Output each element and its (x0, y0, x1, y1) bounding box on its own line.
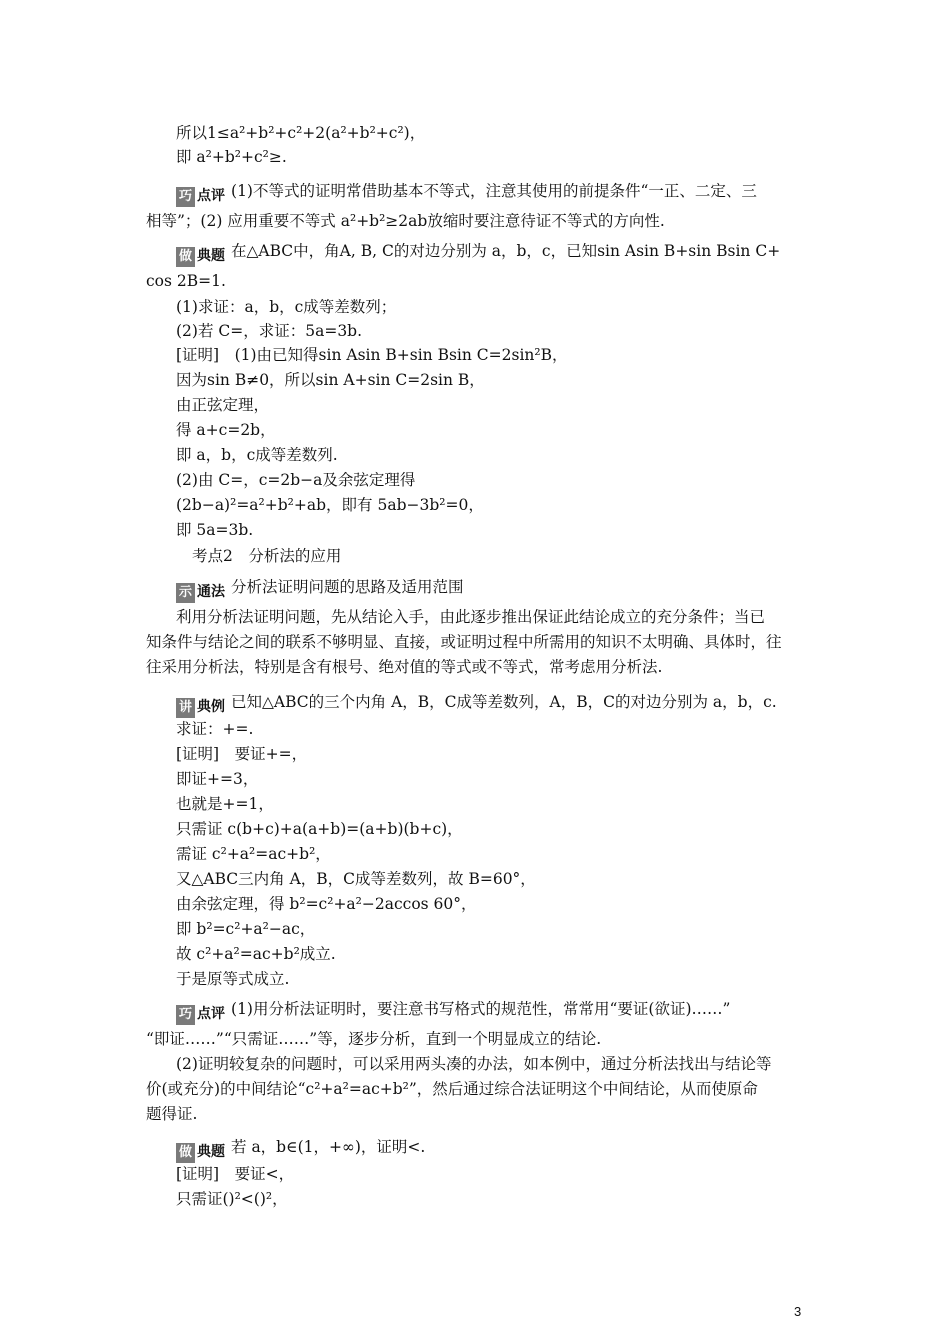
text-line: 价(或充分)的中间结论“c²+a²=ac+b²”，然后通过综合法证明这个中间结论，从而使原命 (146, 1080, 758, 1098)
section-heading: 考点2 分析法的应用 (192, 547, 342, 565)
text-line: 题得证. (146, 1105, 198, 1123)
lecture-line: 讲 典例 已知△ABC的三个内角 A，B，C成等差数列，A，B，C的对边分别为 a，b，c. (176, 691, 777, 715)
text-line: 故 c²+a²=ac+b²成立. (176, 945, 336, 963)
method-line: 示 通法 分析法证明问题的思路及适用范围 (176, 576, 464, 600)
comment-line: 巧 点评 (1)用分析法证明时，要注意书写格式的规范性，常常用“要证(欲证)……” (176, 998, 730, 1022)
text-line: (1)求证：a，b，c成等差数列； (176, 298, 397, 316)
text-line: 利用分析法证明问题，先从结论入手，由此逐步推出保证此结论成立的充分条件；当已 (176, 608, 766, 626)
text-line: 于是原等式成立. (176, 970, 290, 988)
text-line: (2)证明较复杂的问题时，可以采用两头凑的办法，如本例中，通过分析法找出与结论等 (176, 1055, 772, 1073)
text-line: 即 b²=c²+a²−ac， (176, 920, 316, 938)
text-line: 也就是+=1， (176, 795, 274, 813)
text-line: 即证+=3， (176, 770, 259, 788)
text-line: 知条件与结论之间的联系不够明显、直接，或证明过程中所需用的知识不太明确、具体时，往 (146, 633, 782, 651)
text-line: 得 a+c=2b， (176, 421, 276, 439)
text-line: 由余弦定理，得 b²=c²+a²−2accos 60°， (176, 895, 477, 913)
text-line: (2)由 C=，c=2b−a及余弦定理得 (176, 471, 416, 489)
text-line: [证明] 要证<， (176, 1165, 295, 1183)
text-line: 因为sin B≠0，所以sin A+sin C=2sin B， (176, 371, 485, 389)
text-line: 又△ABC三内角 A，B，C成等差数列，故 B=60°， (176, 870, 536, 888)
page-number: 3 (794, 1304, 802, 1319)
text-line: 即 5a=3b. (176, 521, 254, 539)
text-line: 只需证 c(b+c)+a(a+b)=(a+b)(b+c)， (176, 820, 463, 838)
text-line: 即 a²+b²+c²≥. (176, 148, 287, 166)
text-line: [证明] (1)由已知得sin Asin B+sin Bsin C=2sin²B， (176, 346, 568, 364)
text-line: 即 a，b，c成等差数列. (176, 446, 338, 464)
text-line: 往采用分析法，特别是含有根号、绝对值的等式或不等式，常考虑用分析法. (146, 658, 663, 676)
method-badge: 示 通法 (176, 580, 225, 600)
text-line: 相等”；(2) 应用重要不等式 a²+b²≥2ab放缩时要注意待证不等式的方向性. (146, 212, 665, 230)
comment-badge: 巧 点评 (176, 1002, 225, 1022)
text-line: “即证……”“只需证……”等，逐步分析，直到一个明显成立的结论. (146, 1030, 602, 1048)
text-line: cos 2B=1. (146, 272, 226, 290)
example-line: 做 典题 若 a，b∈(1，+∞)，证明<. (176, 1136, 425, 1160)
text-line: (2)若 C=，求证：5a=3b. (176, 322, 363, 340)
comment-badge: 巧 点评 (176, 184, 225, 204)
example-badge: 做 典题 (176, 1140, 225, 1160)
text-line: 只需证()²<()²， (176, 1190, 288, 1208)
text-line: 需证 c²+a²=ac+b²， (176, 845, 331, 863)
text-line: [证明] 要证+=， (176, 745, 308, 763)
lecture-badge: 讲 典例 (176, 695, 225, 715)
comment-line: 巧 点评 (1)不等式的证明常借助基本不等式，注意其使用的前提条件“一正、二定、三 (176, 180, 757, 204)
text-line: 求证：+=. (176, 720, 254, 738)
text-line: (2b−a)²=a²+b²+ab，即有 5ab−3b²=0， (176, 496, 484, 514)
text-line: 由正弦定理， (176, 396, 270, 414)
example-line: 做 典题 在△ABC中，角A, B, C的对边分别为 a，b，c，已知sin Asin B+sin Bsin C+ (176, 240, 780, 264)
example-badge: 做 典题 (176, 244, 225, 264)
text-line: 所以1≤a²+b²+c²+2(a²+b²+c²)， (176, 124, 426, 142)
